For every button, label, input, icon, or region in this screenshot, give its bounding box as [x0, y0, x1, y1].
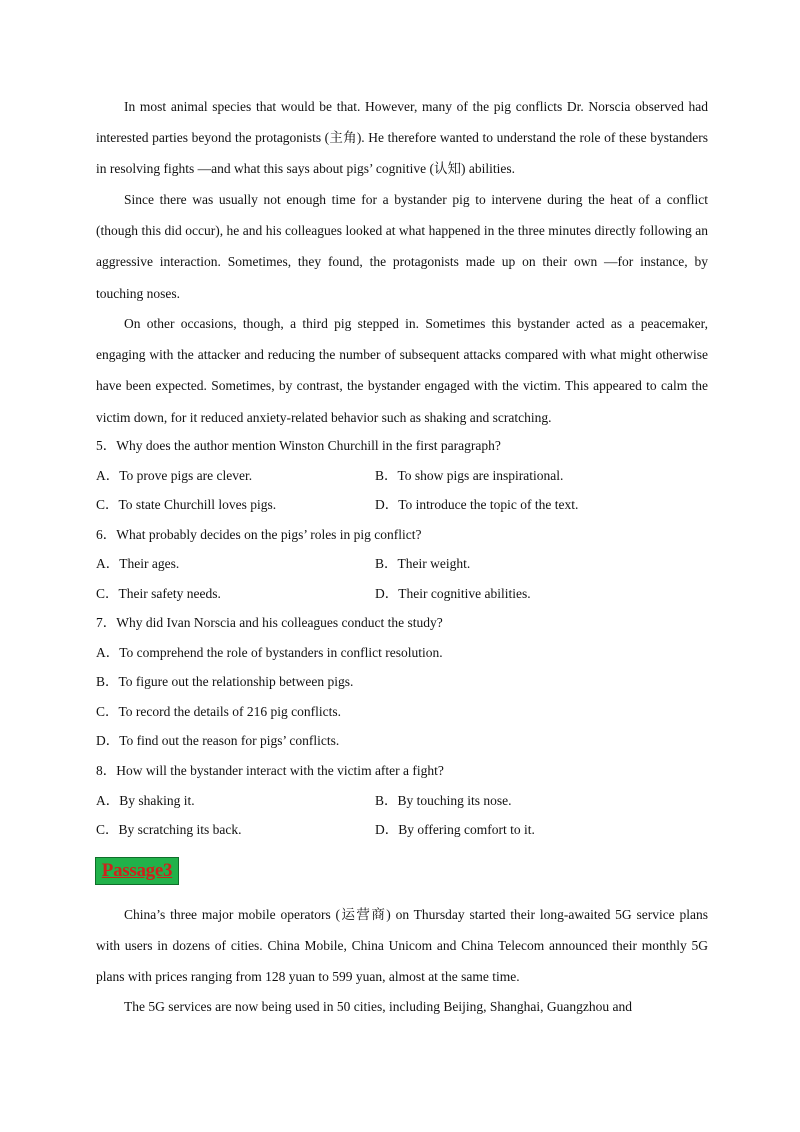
passage-label-text: Passage3 — [101, 860, 173, 881]
answer-option: B．By touching its nose. — [375, 793, 512, 808]
answer-option: C．To record the details of 216 pig conflicts. — [96, 704, 341, 719]
answer-option: C．Their safety needs. — [96, 586, 221, 601]
answer-option: A．Their ages. — [96, 556, 180, 571]
question-stem: 5．Why does the author mention Winston Churchill in the first paragraph? — [96, 438, 501, 453]
paragraph-text: China’s three major mobile operators (运营商) on Thursday started their long-awaited 5G service plans with users in dozens of cities. China Mobile, China Unicom and China Telecom announced their monthly 5G plans with prices ranging from 128 yuan to 599 yuan, almost at the same time. — [96, 907, 708, 985]
answer-option: B．To show pigs are inspirational. — [375, 468, 564, 483]
answer-option: B．Their weight. — [375, 556, 471, 571]
answer-option: A．To prove pigs are clever. — [96, 468, 253, 483]
answer-option: A．To comprehend the role of bystanders in conflict resolution. — [96, 645, 443, 660]
passage3-paragraph — [96, 899, 708, 993]
answer-option: D．By offering comfort to it. — [375, 822, 535, 837]
paragraph-text: Since there was usually not enough time for a bystander pig to intervene during the heat of a conflict (though this did occur), he and his colleagues looked at what happened in the three minutes directly following an aggressive interaction. Sometimes, they found, the protagonists made up on their own —for instance, by touching noses. — [96, 192, 708, 301]
paragraph-text: In most animal species that would be that. However, many of the pig conflicts Dr. Norscia observed had interested parties beyond the protagonists (主角). He therefore wanted to understand the role of these bystanders in resolving fights —and what this says about pigs’ cognitive (认知) abilities. — [96, 99, 708, 177]
paragraph-text: The 5G services are now being used in 50 cities, including Beijing, Shanghai, Guangzhou and — [124, 999, 633, 1014]
passage2-paragraph — [96, 308, 708, 433]
answer-option: B．To figure out the relationship between pigs. — [96, 674, 354, 689]
question-stem: 8．How will the bystander interact with the victim after a fight? — [96, 763, 444, 778]
passage-3-label — [95, 857, 179, 885]
answer-option: D．Their cognitive abilities. — [375, 586, 531, 601]
question-stem: 7．Why did Ivan Norscia and his colleagues conduct the study? — [96, 615, 443, 630]
answer-option: C．By scratching its back. — [96, 822, 242, 837]
passage2-paragraph — [96, 184, 708, 309]
answer-option: A．By shaking it. — [96, 793, 195, 808]
answer-option: D．To introduce the topic of the text. — [375, 497, 579, 512]
passage2-paragraph — [96, 91, 708, 185]
answer-option: C．To state Churchill loves pigs. — [96, 497, 277, 512]
answer-option: D．To find out the reason for pigs’ conflicts. — [96, 733, 340, 748]
question-stem: 6．What probably decides on the pigs’ roles in pig conflict? — [96, 527, 422, 542]
passage3-paragraph — [96, 991, 708, 1022]
paragraph-text: On other occasions, though, a third pig stepped in. Sometimes this bystander acted as a peacemaker, engaging with the attacker and reducing the number of subsequent attacks compared with what might otherwise have been expected. Sometimes, by contrast, the bystander engaged with the victim. This appeared to calm the victim down, for it reduced anxiety-related behavior such as shaking and scratching. — [96, 316, 708, 425]
